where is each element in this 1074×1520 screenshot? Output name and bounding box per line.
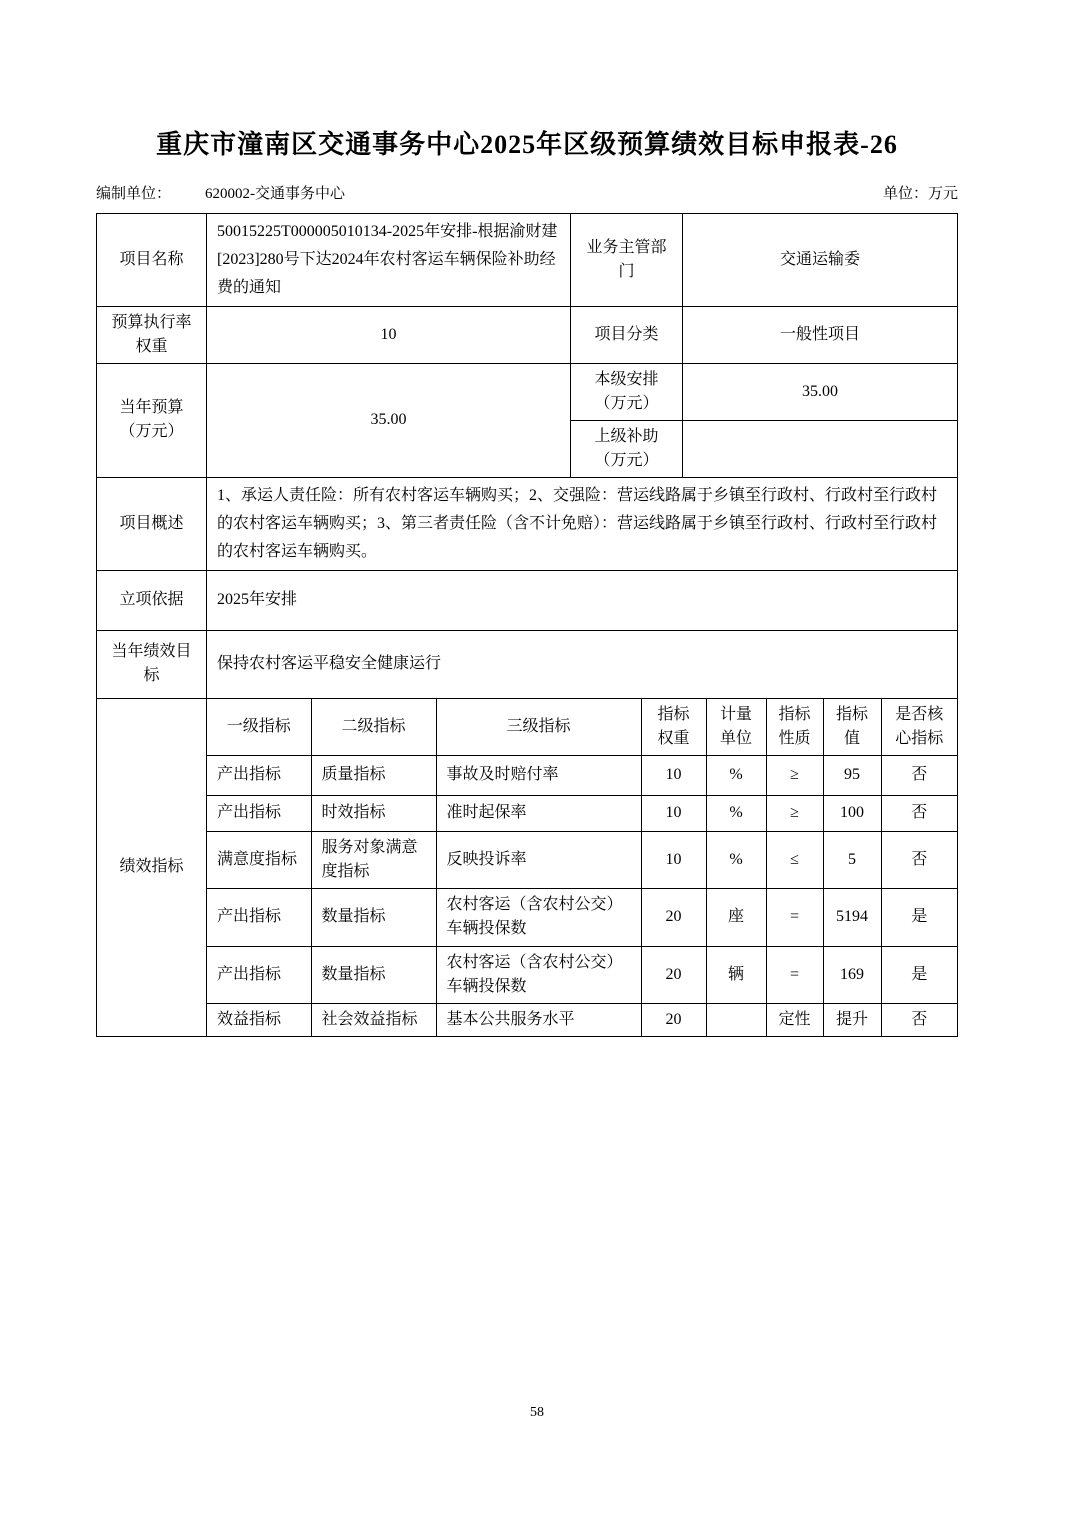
prepared-by-label: 编制单位： — [96, 185, 172, 202]
indicator-cell — [706, 1003, 766, 1036]
annual-budget-row — [97, 364, 957, 478]
indicator-cell: 社会效益指标 — [311, 1003, 436, 1036]
indicator-cell: 20 — [641, 1003, 706, 1036]
indicator-cell: % — [706, 831, 766, 888]
indicator-cell: 数量指标 — [311, 946, 436, 1003]
indicators-section-row — [97, 699, 957, 1036]
indicator-cell: = — [766, 888, 823, 946]
local-arrangement-row — [571, 364, 957, 421]
header-nature: 指标性质 — [766, 699, 823, 756]
indicator-cell: 否 — [881, 795, 957, 831]
project-name-label: 项目名称 — [97, 214, 207, 306]
category-label: 项目分类 — [571, 307, 683, 363]
indicator-row — [207, 888, 957, 946]
page-title: 重庆市潼南区交通事务中心2025年区级预算绩效目标申报表-26 — [156, 130, 898, 159]
indicator-cell: 数量指标 — [311, 888, 436, 946]
indicator-row — [207, 831, 957, 888]
indicator-cell: 准时起保率 — [436, 795, 641, 831]
indicator-cell: 10 — [641, 831, 706, 888]
category-value: 一般性项目 — [779, 325, 860, 343]
superior-subsidy-value — [683, 421, 957, 477]
indicator-cell: 满意度指标 — [207, 831, 311, 888]
basis-label: 立项依据 — [97, 571, 207, 630]
header-unit: 计量单位 — [706, 699, 766, 756]
indicators-header-row — [207, 699, 957, 756]
indicator-cell: % — [706, 755, 766, 795]
annual-goal-label: 当年绩效目标 — [97, 631, 207, 698]
indicator-row — [207, 755, 957, 795]
indicator-cell: 产出指标 — [207, 795, 311, 831]
budget-form-table — [96, 213, 958, 1037]
annual-goal-row — [97, 631, 957, 699]
indicator-cell: ≥ — [766, 795, 823, 831]
indicator-cell: 质量指标 — [311, 755, 436, 795]
overview-row — [97, 478, 957, 571]
indicator-cell: 效益指标 — [217, 1010, 282, 1028]
indicator-cell: 10 — [641, 755, 706, 795]
superior-subsidy-label: 上级补助（万元） — [571, 421, 683, 477]
indicator-cell: 是 — [881, 946, 957, 1003]
indicator-cell: 事故及时赔付率 — [436, 755, 641, 795]
indicator-cell: 95 — [823, 755, 881, 795]
annual-budget-label: 当年预算（万元） — [97, 364, 207, 477]
indicator-cell: 169 — [823, 946, 881, 1003]
indicator-cell: 否 — [881, 831, 957, 888]
indicator-cell: 定性 — [766, 1003, 823, 1036]
indicator-cell: ≥ — [766, 755, 823, 795]
indicator-cell: 提升 — [823, 1003, 881, 1036]
annual-goal-value: 保持农村客运平稳安全健康运行 — [217, 655, 442, 673]
meta-row — [96, 182, 958, 203]
unit-note: 单位：万元 — [882, 185, 958, 202]
indicators-table — [207, 699, 957, 1036]
exec-rate-row — [97, 307, 957, 364]
header-level2: 二级指标 — [311, 699, 436, 756]
header-level1: 一级指标 — [207, 699, 311, 756]
indicator-cell: 10 — [641, 795, 706, 831]
indicator-cell: 20 — [641, 888, 706, 946]
indicator-cell: 服务对象满意度指标 — [311, 831, 436, 888]
indicator-cell: = — [766, 946, 823, 1003]
exec-rate-label: 预算执行率权重 — [97, 307, 207, 363]
indicator-cell: 产出指标 — [207, 888, 311, 946]
indicator-cell: 100 — [823, 795, 881, 831]
local-arrangement-value: 35.00 — [802, 382, 838, 400]
indicator-cell: 20 — [641, 946, 706, 1003]
page-number: 58 — [530, 1405, 544, 1420]
indicator-cell: 反映投诉率 — [436, 831, 641, 888]
indicator-cell: 产出指标 — [207, 755, 311, 795]
indicator-row — [207, 946, 957, 1003]
project-name-value: 50015225T000005010134-2025年安排-根据渝财建[2023]280号下达2024年农村客运车辆保险补助经费的通知 — [207, 214, 571, 306]
indicator-cell: ≤ — [766, 831, 823, 888]
header-weight: 指标权重 — [641, 699, 706, 756]
indicators-table-wrap — [207, 699, 957, 1036]
header-value: 指标值 — [823, 699, 881, 756]
document-content — [96, 0, 958, 1037]
indicator-row — [207, 1003, 957, 1036]
annual-budget-value: 35.00 — [207, 364, 571, 477]
indicator-cell: 基本公共服务水平 — [436, 1003, 641, 1036]
basis-row — [97, 571, 957, 631]
indicator-cell: 5194 — [823, 888, 881, 946]
indicator-cell: 否 — [881, 755, 957, 795]
indicator-cell: 时效指标 — [311, 795, 436, 831]
indicators-section-label: 绩效指标 — [97, 699, 207, 1036]
indicator-cell: 农村客运（含农村公交）车辆投保数 — [436, 946, 641, 1003]
indicator-cell: 农村客运（含农村公交）车辆投保数 — [436, 888, 641, 946]
indicator-cell: 是 — [881, 888, 957, 946]
dept-label: 业务主管部门 — [571, 214, 683, 306]
header-level3: 三级指标 — [436, 699, 641, 756]
indicator-row — [207, 795, 957, 831]
indicator-cell: 否 — [881, 1003, 957, 1036]
overview-label: 项目概述 — [97, 478, 207, 570]
prepared-by — [96, 182, 345, 203]
superior-subsidy-row — [571, 421, 957, 477]
exec-rate-value: 10 — [207, 307, 571, 363]
indicator-cell: 产出指标 — [207, 946, 311, 1003]
budget-breakdown — [571, 364, 957, 477]
indicator-cell: 辆 — [706, 946, 766, 1003]
indicator-cell: % — [706, 795, 766, 831]
indicator-cell: 座 — [706, 888, 766, 946]
project-name-row — [97, 214, 957, 307]
prepared-by-value: 620002-交通事务中心 — [205, 185, 346, 202]
basis-value: 2025年安排 — [217, 591, 298, 609]
indicator-cell: 5 — [823, 831, 881, 888]
dept-value: 交通运输委 — [779, 250, 860, 268]
header-core: 是否核心指标 — [881, 699, 957, 756]
overview-value: 1、承运人责任险：所有农村客运车辆购买；2、交强险：营运线路属于乡镇至行政村、行政村至行政村的农村客运车辆购买；3、第三者责任险（含不计免赔）：营运线路属于乡镇至行政村、行政村至行政村的农村客运车辆购买。 — [217, 486, 938, 560]
local-arrangement-label: 本级安排（万元） — [571, 364, 683, 420]
